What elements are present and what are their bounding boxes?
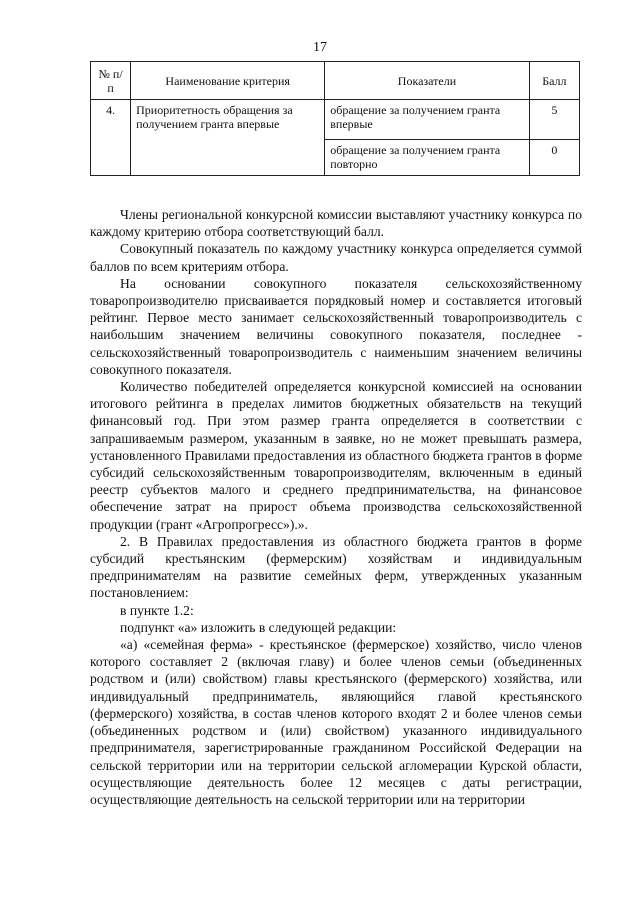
paragraph: Члены региональной конкурсной комиссии выставляют участнику конкурса по каждому критерию отбора соответствующий балл. <box>90 207 582 240</box>
paragraph: Количество победителей определяется конкурсной комиссией на основании итогового рейтинга в пределах лимитов бюджетных обязательств на текущий финансовый год. При этом размер гранта определяется в соответствии с запрашиваемым размером, указанным в заявке, но не может превышать размера, установленного Правилами предоставления из областного бюджета грантов в форме субсидий сельскохозяйственным товаропроизводителям, включенным в единый реестр субъектов малого и среднего предпринимательства, на финансовое обеспечение затрат на прирост объема производства сельскохозяйственной продукции (грант «Агропрогресс»).». <box>90 379 582 532</box>
indicator-score: 0 <box>529 140 579 176</box>
paragraph: На основании совокупного показателя сельскохозяйственному товаропроизводителю присваивается порядковый номер и составляется итоговый рейтинг. Первое место занимает сельскохозяйственный товаропроизводитель с наибольшим значением величины совокупного показателя, последнее - сельскохозяйственный товаропроизводитель с наименьшим значением величины совокупного показателя. <box>90 275 582 377</box>
body-text <box>90 206 582 808</box>
header-score: Балл <box>529 62 579 100</box>
paragraph: 2. В Правилах предоставления из областного бюджета грантов в форме субсидий крестьянским (фермерским) хозяйствам и индивидуальным предпринимателям на развитие семейных ферм, утвержденных указанным постановлением: <box>90 533 582 601</box>
paragraph: в пункте 1.2: <box>120 602 194 618</box>
paragraph: подпункт «а» изложить в следующей редакции: <box>120 619 397 635</box>
indicator-text: обращение за получением гранта повторно <box>325 140 529 176</box>
row-criterion: Приоритетность обращения за получением гранта впервые <box>131 100 325 176</box>
indicator-score: 5 <box>529 100 579 140</box>
criteria-table <box>90 61 580 176</box>
indicator-text: обращение за получением гранта впервые <box>325 100 529 140</box>
page-number: 17 <box>313 40 327 55</box>
header-criterion: Наименование критерия <box>131 62 325 100</box>
header-indicators: Показатели <box>325 62 529 100</box>
paragraph: «а) «семейная ферма» - крестьянское (фермерское) хозяйство, число членов которого составляет 2 (включая главу) и более членов семьи (объединенных родством и (или) свойством) главы крестьянского (фермерского) хозяйства, или индивидуальный предприниматель, являющийся главой крестьянского (фермерского) хозяйства, в состав членов которого входят 2 и более членов семьи (объединенных родством и (или) свойством) указанного индивидуального предпринимателя, зарегистрированные гражданином Российской Федерации на сельской территории или на территории сельской агломерации Курской области, осуществляющие деятельность более 12 месяцев с даты регистрации, осуществляющие деятельность на сельской территории или на территории <box>90 637 582 807</box>
table-row <box>91 100 580 140</box>
paragraph: Совокупный показатель по каждому участнику конкурса определяется суммой баллов по всем критериям отбора. <box>90 241 582 274</box>
header-number: № п/п <box>91 62 131 100</box>
table-header-row <box>91 62 580 100</box>
row-number: 4. <box>91 100 131 176</box>
